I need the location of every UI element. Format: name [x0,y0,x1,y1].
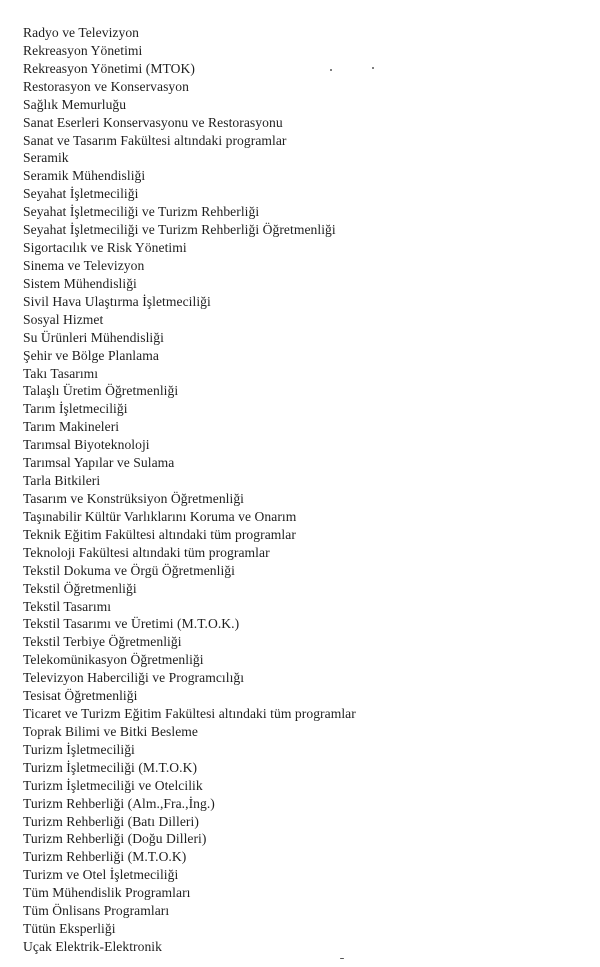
program-item: Tüm Mühendislik Programları [23,885,191,901]
program-item: Turizm Rehberliği (Alm.,Fra.,İng.) [23,795,215,811]
program-item: Sigortacılık ve Risk Yönetimi [23,240,187,256]
program-item: Takı Tasarımı [23,365,99,381]
program-item: Turizm Rehberliği (Doğu Dilleri) [23,831,207,847]
program-item: Tarım İşletmeciliği [23,401,128,417]
program-item: Seyahat İşletmeciliği ve Turizm Rehberliği [23,204,260,220]
program-item: Tekstil Tasarımı ve Üretimi (M.T.O.K.) [23,616,240,632]
program-item: Televizyon Haberciliği ve Programcılığı [23,670,245,686]
program-item: Sivil Hava Ulaştırma İşletmeciliği [23,293,211,309]
program-item: Teknik Eğitim Fakültesi altındaki tüm programlar [23,526,296,542]
program-item: Tarım Makineleri [23,419,120,435]
program-item: Restorasyon ve Konservasyon [23,78,189,94]
program-item: Turizm İşletmeciliği [23,741,135,757]
program-item: Seyahat İşletmeciliği ve Turizm Rehberliği Öğretmenliği [23,222,336,238]
program-item: Tekstil Dokuma ve Örgü Öğretmenliği [23,562,235,578]
program-item: Uçak Elektrik-Elektronik [23,939,162,955]
program-item: Turizm İşletmeciliği ve Otelcilik [23,777,203,793]
program-item: Teknoloji Fakültesi altındaki tüm programlar [23,544,270,560]
program-item: Sistem Mühendisliği [23,275,137,291]
program-item: Sanat ve Tasarım Fakültesi altındaki programlar [23,132,287,148]
program-item: Sağlık Memurluğu [23,96,127,112]
program-item: Tarla Bitkileri [23,473,101,489]
program-item: Seyahat İşletmeciliği [23,186,139,202]
program-item: Tekstil Tasarımı [23,598,112,614]
program-item: Tüm Önlisans Programları [23,903,170,919]
program-item: Seramik Mühendisliği [23,168,146,184]
program-item: Tekstil Öğretmenliği [23,580,137,596]
program-item: Şehir ve Bölge Planlama [23,347,159,363]
program-item: Ticaret ve Turizm Eğitim Fakültesi altındaki tüm programlar [23,706,356,722]
program-item: Turizm Rehberliği (M.T.O.K) [23,849,187,865]
program-item: Seramik [23,150,69,166]
program-item: Tütün Eksperliği [23,921,116,937]
program-item: Tesisat Öğretmenliği [23,688,138,704]
program-item: Sanat Eserleri Konservasyonu ve Restorasyonu [23,114,283,130]
program-item: Rekreasyon Yönetimi [23,42,143,58]
program-item: Rekreasyon Yönetimi (MTOK) [23,60,195,76]
program-list [23,24,583,956]
program-item: Talaşlı Üretim Öğretmenliği [23,383,179,399]
scan-speck [372,67,374,69]
scan-speck [330,69,332,71]
program-item: Tarımsal Yapılar ve Sulama [23,455,175,471]
program-item: Tekstil Terbiye Öğretmenliği [23,634,182,650]
program-item: Toprak Bilimi ve Bitki Besleme [23,723,198,739]
program-item: Sosyal Hizmet [23,311,104,327]
program-item: Tasarım ve Konstrüksiyon Öğretmenliği [23,490,245,506]
scan-speck [340,958,344,959]
program-item: Su Ürünleri Mühendisliği [23,329,164,345]
program-item: Sinema ve Televizyon [23,257,145,273]
program-item: Turizm İşletmeciliği (M.T.O.K) [23,759,198,775]
program-item: Turizm ve Otel İşletmeciliği [23,867,179,883]
program-item: Telekomünikasyon Öğretmenliği [23,652,204,668]
program-item: Turizm Rehberliği (Batı Dilleri) [23,813,199,829]
program-item: Taşınabilir Kültür Varlıklarını Koruma ve Onarım [23,508,297,524]
program-item: Radyo ve Televizyon [23,25,140,40]
program-item: Tarımsal Biyoteknoloji [23,437,150,453]
